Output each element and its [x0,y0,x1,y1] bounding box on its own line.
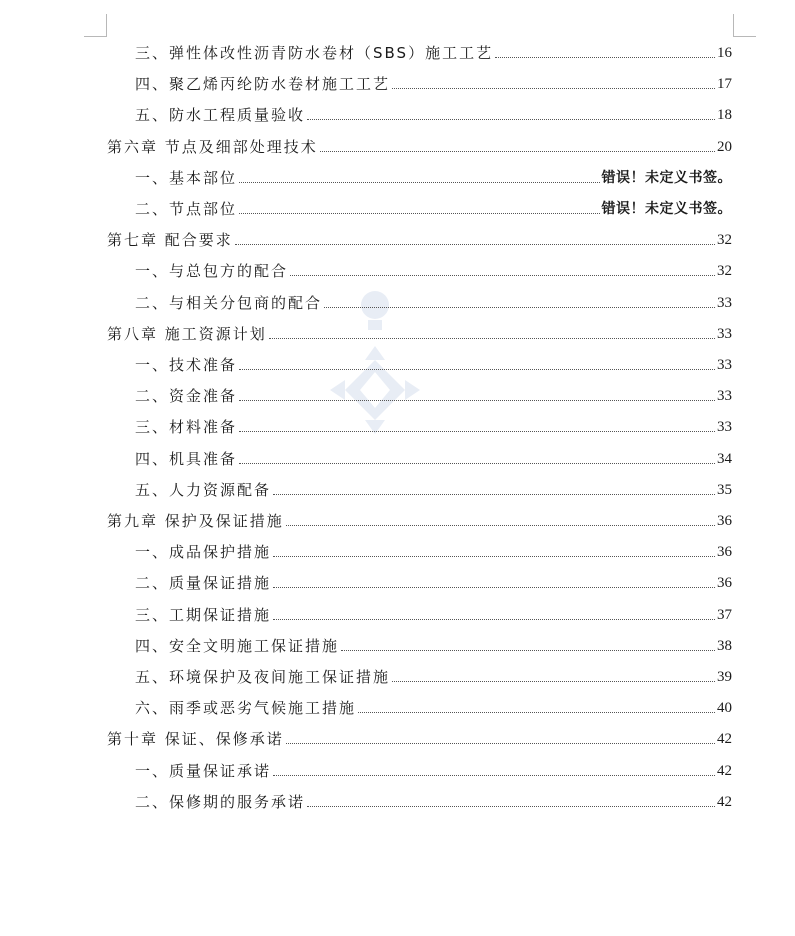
toc-dot-leader [235,244,715,245]
toc-entry-title: 三、弹性体改性沥青防水卷材（SBS）施工工艺 [135,44,494,62]
toc-entry-title: 三、材料准备 [135,418,238,437]
toc-page-number: 42 [717,762,732,779]
toc-entry-title: 五、人力资源配备 [135,480,272,499]
toc-section-entry[interactable] [135,414,732,436]
toc-entry-title: 一、与总包方的配合 [135,262,289,281]
toc-page-number: 35 [717,481,732,498]
toc-page-number: 40 [717,700,732,717]
toc-section-entry[interactable] [135,539,732,561]
toc-dot-leader [239,463,715,464]
toc-chapter-entry[interactable] [107,321,732,343]
toc-dot-leader [324,307,715,308]
toc-dot-leader [273,775,715,776]
toc-section-entry[interactable] [135,290,732,312]
toc-entry-title: 第七章 配合要求 [107,231,233,250]
toc-dot-leader [239,182,599,183]
toc-entry-title: 三、工期保证措施 [135,605,272,624]
toc-page-number: 38 [717,637,732,654]
toc-dot-leader [495,57,715,58]
toc-dot-leader [239,431,715,432]
toc-dot-leader [392,88,715,89]
toc-page-number: 20 [717,138,732,155]
toc-entry-title: 二、资金准备 [135,387,238,406]
toc-entry-title: 二、与相关分包商的配合 [135,293,323,312]
toc-entry-title: 一、质量保证承诺 [135,761,272,780]
toc-entry-title: 六、雨季或恶劣气候施工措施 [135,699,357,718]
toc-entry-title: 五、环境保护及夜间施工保证措施 [135,668,391,686]
toc-section-entry[interactable] [135,352,732,374]
toc-entry-title: 四、安全文明施工保证措施 [135,636,340,655]
toc-section-entry[interactable] [135,383,732,405]
toc-section-entry[interactable] [135,758,732,780]
toc-chapter-entry[interactable] [107,134,732,156]
toc-section-entry[interactable] [135,40,732,62]
toc-section-entry[interactable] [135,102,732,124]
toc-entry-title: 第八章 施工资源计划 [107,324,267,343]
toc-page-number: 18 [717,107,732,124]
toc-dot-leader [290,275,715,276]
toc-entry-title: 一、技术准备 [135,356,238,374]
toc-page-number: 错误！未定义书签。 [601,169,732,186]
toc-page-number: 34 [717,450,732,467]
toc-page-number: 17 [717,76,732,93]
toc-page-number: 37 [717,606,732,623]
toc-page-number: 36 [717,513,732,529]
toc-dot-leader [273,619,715,620]
toc-entry-title: 二、节点部位 [135,200,238,218]
toc-page-number: 33 [717,325,732,342]
toc-section-entry[interactable] [135,789,732,811]
toc-entry-title: 一、基本部位 [135,168,238,187]
toc-page-number: 39 [717,669,732,685]
toc-section-entry[interactable] [135,165,732,187]
toc-dot-leader [307,806,715,807]
toc-chapter-entry[interactable] [107,508,732,530]
toc-entry-title: 四、聚乙烯丙纶防水卷材施工工艺 [135,75,391,94]
toc-dot-leader [239,213,599,214]
toc-page-number: 错误！未定义书签。 [601,201,732,217]
toc-dot-leader [307,119,715,120]
toc-entry-title: 二、质量保证措施 [135,574,272,593]
toc-dot-leader [392,681,715,682]
toc-dot-leader [320,151,715,152]
toc-dot-leader [239,369,715,370]
toc-page-number: 16 [717,45,732,61]
toc-page-number: 33 [717,294,732,311]
toc-dot-leader [358,712,715,713]
toc-section-entry[interactable] [135,633,732,655]
toc-section-entry[interactable] [135,602,732,624]
toc-section-entry[interactable] [135,664,732,686]
toc-entry-title: 五、防水工程质量验收 [135,106,306,125]
toc-dot-leader [286,525,715,526]
toc-dot-leader [273,556,715,557]
toc-page-number: 33 [717,357,732,373]
toc-entry-title: 第九章 保护及保证措施 [107,512,284,530]
toc-entry-title: 第六章 节点及细部处理技术 [107,137,318,156]
toc-entry-title: 第十章 保证、保修承诺 [107,730,284,749]
toc-dot-leader [273,587,715,588]
toc-dot-leader [239,400,715,401]
toc-section-entry[interactable] [135,570,732,592]
toc-chapter-entry[interactable] [107,726,732,748]
toc-entry-title: 二、保修期的服务承诺 [135,792,306,811]
toc-dot-leader [286,743,715,744]
toc-section-entry[interactable] [135,258,732,280]
toc-page-number: 42 [717,793,732,810]
toc-page-number: 32 [717,263,732,280]
toc-section-entry[interactable] [135,196,732,218]
toc-section-entry[interactable] [135,446,732,468]
toc-entry-title: 一、成品保护措施 [135,543,272,562]
crop-mark-top-right [733,14,756,37]
toc-page-number: 32 [717,232,732,249]
toc-page-number: 36 [717,575,732,592]
toc-page-number: 36 [717,544,732,561]
crop-mark-top-left [84,14,107,37]
toc-dot-leader [273,494,715,495]
toc-entry-title: 四、机具准备 [135,449,238,468]
toc-dot-leader [341,650,715,651]
toc-dot-leader [269,338,715,339]
toc-section-entry[interactable] [135,477,732,499]
toc-section-entry[interactable] [135,71,732,93]
toc-page-number: 33 [717,388,732,405]
toc-page-number: 33 [717,419,732,436]
toc-page-number: 42 [717,731,732,748]
toc-section-entry[interactable] [135,695,732,717]
toc-chapter-entry[interactable] [107,227,732,249]
